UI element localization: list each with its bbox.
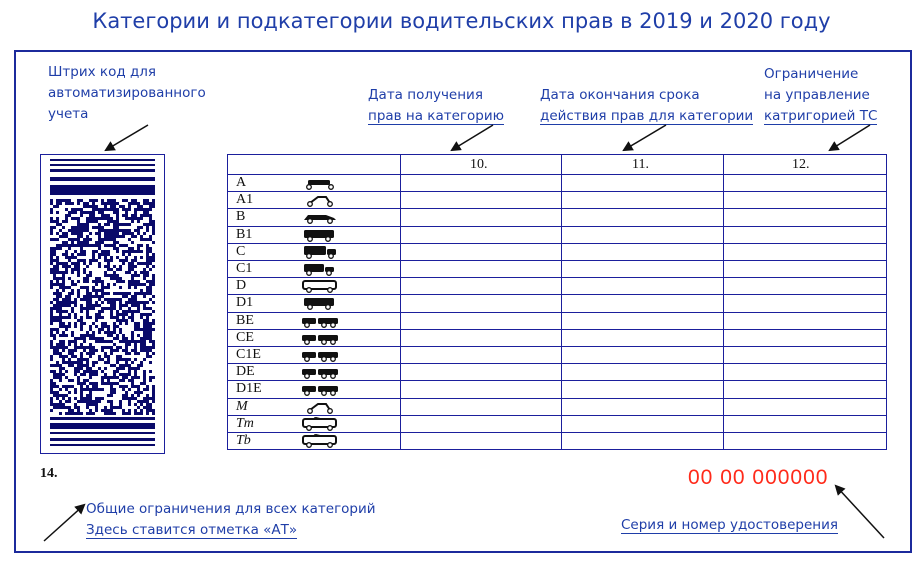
- category-label-b: B: [236, 209, 246, 225]
- category-label-tb: Tb: [236, 433, 251, 448]
- column-number-12: 12.: [792, 157, 810, 172]
- annotation-line: Штрих код для: [48, 64, 157, 80]
- annotation-line: на управление: [764, 87, 870, 103]
- column-number-10: 10.: [470, 157, 488, 172]
- annotation-line: Ограничение: [764, 66, 859, 82]
- arrow-col12: [830, 125, 870, 150]
- field-number-14: 14.: [40, 466, 58, 481]
- annotation-line: прав на категорию: [368, 108, 504, 124]
- serial-number: 00 00 000000: [688, 466, 829, 489]
- annotation-line: Дата получения: [368, 87, 483, 103]
- annotation-line: действия прав для категории: [540, 108, 754, 124]
- category-label-b1: B1: [236, 226, 253, 242]
- category-label-a: A: [236, 175, 247, 190]
- category-label-a1: A1: [236, 192, 254, 208]
- annotation-line: Общие ограничения для всех категорий: [86, 501, 376, 517]
- arrow-field14: [44, 505, 84, 541]
- annotation-line: автоматизированного: [48, 85, 206, 101]
- arrow-serial: [836, 486, 884, 538]
- column-number-11: 11.: [632, 157, 649, 172]
- category-label-tm: Tm: [236, 415, 254, 431]
- annotation-line: Дата окончания срока: [540, 87, 700, 103]
- category-label-c1: C1: [236, 261, 253, 276]
- category-label-m: M: [236, 398, 248, 414]
- category-label-d1: D1: [236, 295, 254, 311]
- arrow-col10: [452, 125, 493, 150]
- category-label-c: C: [236, 243, 246, 259]
- category-label-ce: CE: [236, 329, 254, 345]
- arrow-col11: [624, 125, 666, 150]
- annotation-line: катригорией ТС: [764, 108, 878, 124]
- annotation-line: Серия и номер удостоверения: [621, 517, 838, 533]
- arrow-barcode: [106, 125, 148, 150]
- page-title: Категории и подкатегории водительских прав в 2019 и 2020 году: [92, 9, 831, 33]
- category-label-d1e: D1E: [236, 381, 262, 397]
- category-label-d: D: [236, 278, 247, 294]
- annotation-line: учета: [48, 106, 89, 122]
- annotation-line: Здесь ставится отметка «АТ»: [86, 522, 298, 538]
- category-label-de: DE: [236, 364, 255, 380]
- category-label-be: BE: [236, 312, 254, 328]
- category-label-c1e: C1E: [236, 347, 261, 362]
